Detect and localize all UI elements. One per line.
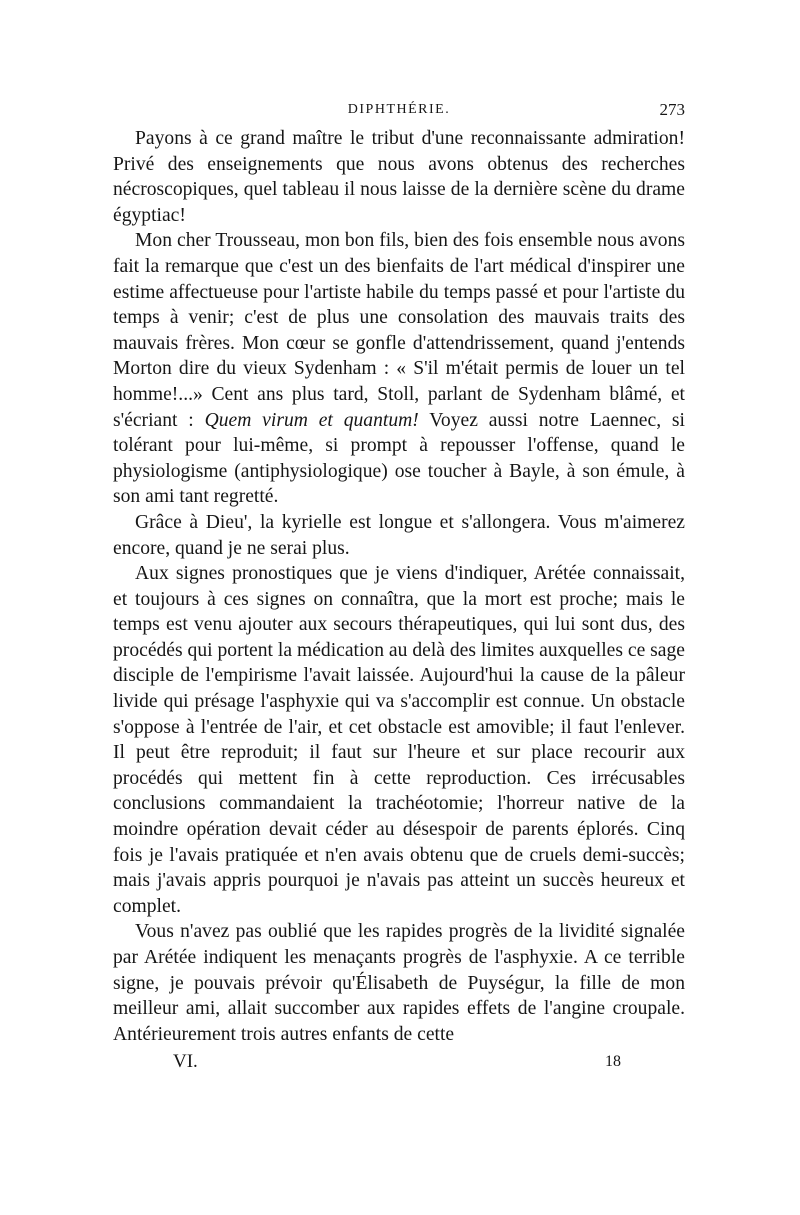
paragraph-tribute: Payons à ce grand maître le tribut d'une reconnaissante admiration! Privé des enseignements que nous avons obtenus des recherches nécroscopiques, quel tableau il nous laisse de la dernière scène du drame égyptiac! — [113, 128, 685, 226]
paragraph-kyrielle: Grâce à Dieu', la kyrielle est longue et s'allongera. Vous m'aimerez encore, quand je ne serai plus. — [113, 511, 685, 559]
signature-number: 18 — [605, 1053, 621, 1071]
paragraph-signes: Aux signes pronostiques que je viens d'indiquer, Arétée connaissait, et toujours à ces signes on connaîtra, que la mort est proche; mais le temps est venu ajouter aux secours thérapeutiques, qui lui sont dus, des procédés qui portent la médication au delà des limites auxquelles ce sage disciple de l'empirisme l'avait laissée. Aujourd'hui la cause de la pâleur livide qui présage l'asphyxie qui va s'accomplir est connue. Un obstacle s'oppose à l'entrée de l'air, et cet obstacle est amovible; il faut l'enlever. Il peut être reproduit; il faut sur l'heure et sur place recourir aux procédés qui mettent fin à cette reproduction. Ces irrécusables conclusions commandaient la trachéotomie; l'horreur native de la moindre opération devait céder au désespoir de parents éplorés. Cinq fois je l'avais pratiquée et n'en avais obtenu que de cruels demi-succès; mais j'avais appris pourquoi je n'avais pas atteint un succès heureux et complet. — [113, 563, 685, 917]
running-header — [113, 98, 685, 124]
paragraph-text: Mon cher Trousseau, mon bon fils, bien des fois ensemble nous avons fait la remarque que c'est un des bienfaits de l'art médical d'inspirer une estime affectueuse pour l'artiste habile du temps passé et pour l'artiste du temps à venir; c'est de plus une consolation des mauvais traits des mauvais frères. Mon cœur se gonfle d'attendrissement, quand j'entends Morton dire du vieux Sydenham : « S'il m'était permis de louer un tel homme!...» Cent ans plus tard, Stoll, parlant de Sydenham blâmé, et s'écriant : — [113, 230, 685, 431]
body-text — [113, 126, 685, 1047]
paragraph-text: Voyez aussi notre Laennec, si tolérant pour lui-même, si prompt à repousser l'offense, quand le physiologisme (antiphysiologique) ose toucher à Bayle, à son émule, à son ami tant regretté. — [113, 409, 685, 508]
running-title: DIPHTHÉRIE. — [347, 102, 451, 117]
paragraph-lividite: Vous n'avez pas oublié que les rapides progrès de la lividité signalée par Arétée indiquent les menaçants progrès de l'asphyxie. A ce terrible signe, je pouvais prévoir qu'Élisabeth de Puységur, la fille de mon meilleur ami, allait succomber aux rapides effets de l'angine croupale. Antérieurement trois autres enfants de cette — [113, 921, 685, 1045]
page-footer — [113, 1051, 685, 1077]
paragraph-trousseau — [113, 228, 685, 510]
page-content — [113, 98, 685, 1077]
signature-mark: VI. — [173, 1051, 198, 1073]
page-number: 273 — [659, 100, 685, 119]
latin-quote: Quem virum et quantum! — [204, 409, 419, 431]
